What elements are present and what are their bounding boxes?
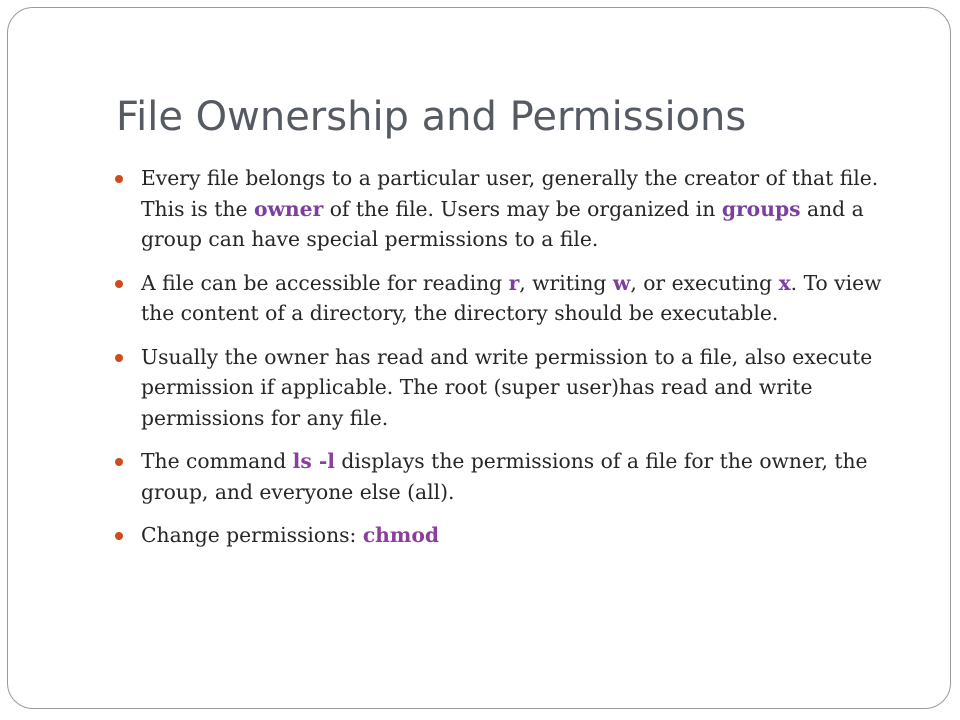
bullet-item-ls-command (141, 446, 921, 507)
bullet-dot-icon (115, 458, 123, 466)
bullet-dot-icon (115, 280, 123, 288)
keyword-execute: x (778, 270, 791, 295)
slide (7, 7, 951, 709)
bullet-text: . To view the content of a directory, the directory should be executable. (141, 270, 882, 325)
bullet-item-ownership (141, 163, 921, 255)
bullet-text: Change permissions: (141, 523, 363, 547)
keyword-groups: groups (721, 196, 801, 221)
keyword-read: r (508, 270, 520, 295)
keyword-owner: owner (253, 196, 324, 221)
slide-title: File Ownership and Permissions (116, 94, 747, 140)
bullet-dot-icon (115, 354, 123, 362)
bullet-text: displays the permissions of a file for the owner, the group, and everyone else (all). (141, 449, 868, 504)
keyword-write: w (612, 270, 631, 295)
bullet-text: , writing (519, 270, 613, 295)
bullet-item-chmod (141, 520, 921, 551)
bullet-text: Usually the owner has read and write permission to a file, also execute permission if applicable. The root (super user)has read and write permissions for any file. (141, 344, 873, 430)
bullet-dot-icon (115, 175, 123, 183)
bullet-dot-icon (115, 532, 123, 540)
bullet-list (141, 163, 921, 564)
bullet-item-owner-permissions (141, 342, 921, 434)
bullet-text: of the file. Users may be organized in (323, 196, 722, 221)
keyword-ls-l: ls -l (292, 449, 335, 473)
bullet-text: and a group can have special permissions to a file. (141, 196, 864, 251)
bullet-text: The command (141, 449, 293, 473)
bullet-text: A file can be accessible for reading (141, 270, 509, 295)
keyword-chmod: chmod (362, 523, 440, 547)
bullet-text: Every file belongs to a particular user, generally the creator of that file. This is the (141, 166, 879, 221)
bullet-text: , or executing (630, 270, 779, 295)
bullet-item-access-modes (141, 268, 921, 329)
